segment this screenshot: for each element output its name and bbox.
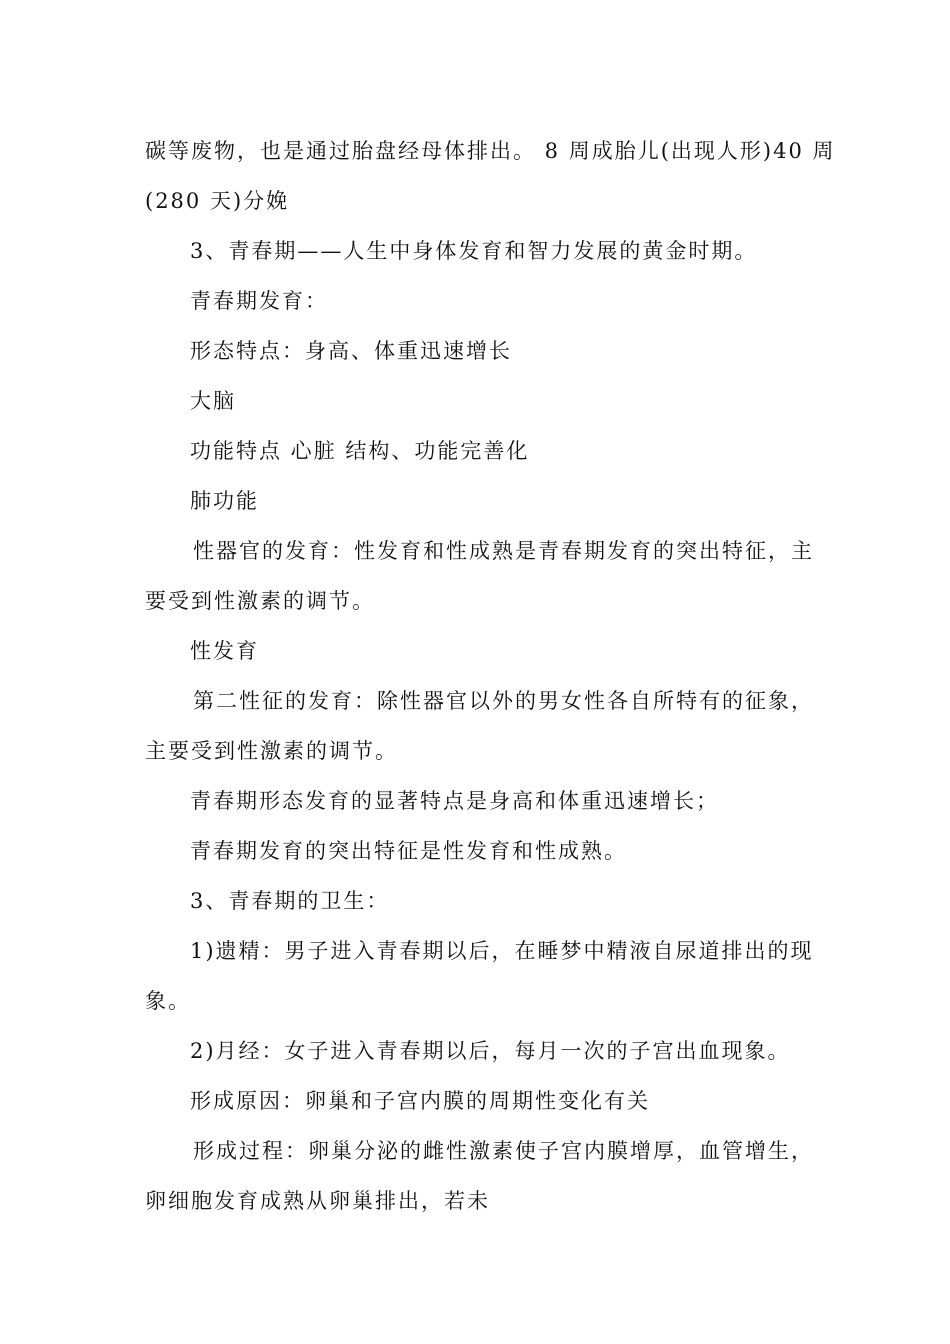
- text-line-15: 青春期发育的突出特征是性发育和性成熟。: [190, 839, 627, 863]
- text-line-5: 形态特点：身高、体重迅速增长: [190, 339, 512, 363]
- text-line-7: 功能特点 心脏 结构、功能完善化: [190, 439, 530, 463]
- text-line-16: 3、青春期的卫生：: [190, 889, 390, 913]
- text-line-6: 大脑: [190, 389, 236, 413]
- text-line-10: 要受到性激素的调节。: [145, 589, 375, 613]
- text-line-19: 2)月经：女子进入青春期以后，每月一次的子宫出血现象。: [190, 1039, 791, 1063]
- text-line-18: 象。: [145, 989, 191, 1013]
- text-line-11: 性发育: [190, 639, 259, 663]
- text-line-12: 第二性征的发育：除性器官以外的男女性各自所特有的征象，: [193, 689, 814, 713]
- text-line-1: 碳等废物，也是通过胎盘经母体排出。 8 周成胎儿(出现人形)40 周: [145, 139, 836, 163]
- text-line-20: 形成原因：卵巢和子宫内膜的周期性变化有关: [190, 1089, 650, 1113]
- text-line-13: 主要受到性激素的调节。: [145, 739, 398, 763]
- text-line-17: 1)遗精：男子进入青春期以后，在睡梦中精液自尿道排出的现: [190, 939, 814, 963]
- text-line-8: 肺功能: [190, 489, 259, 513]
- text-line-4: 青春期发育：: [190, 289, 328, 313]
- text-line-9: 性器官的发育：性发育和性成熟是青春期发育的突出特征，主: [193, 539, 814, 563]
- text-line-2: (280 天)分娩: [145, 189, 290, 213]
- text-line-21: 形成过程：卵巢分泌的雌性激素使子宫内膜增厚，血管增生，: [193, 1139, 814, 1163]
- text-line-22: 卵细胞发育成熟从卵巢排出，若未: [145, 1189, 490, 1213]
- text-line-3: 3、青春期——人生中身体发育和智力发展的黄金时期。: [190, 239, 758, 263]
- text-line-14: 青春期形态发育的显著特点是身高和体重迅速增长；: [190, 789, 719, 813]
